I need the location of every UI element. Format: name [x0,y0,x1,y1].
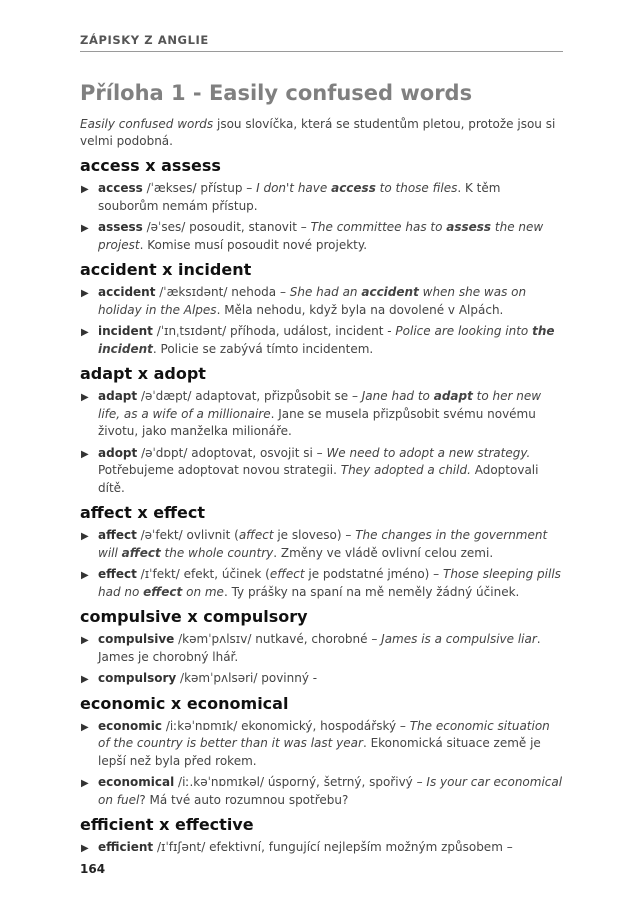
entry-meaning-end: je sloveso) – [273,528,356,542]
section-heading: access x assess [80,156,221,175]
entry-ipa: /əˈses/ [142,220,186,234]
entry-meaning: adoptovat, osvojit si – [187,445,327,460]
entry-ipa: /kəmˈpʌlsɪv/ [174,632,252,646]
entry-word: economical [98,775,175,789]
entry-meaning-italic: affect [238,528,274,542]
entry-meaning-italic: effect [269,567,305,581]
triangle-bullet-icon: ▶ [81,843,89,854]
entry-example-end: when she was on holiday in the Alpes [98,285,527,317]
section-heading: economic x economical [80,693,289,713]
entry-affect [80,527,563,562]
entry-word: economic [98,718,163,733]
section-accident-incident [80,260,563,358]
entry-meaning: úsporný, šetrný, spořivý – [264,775,427,789]
entry-translation: ? Má tvé auto rozumnou spotřebu? [139,792,349,807]
entry-keyword: accident [361,285,419,299]
entry-word: assess [98,220,143,234]
section-heading: affect x effect [80,503,205,522]
triangle-bullet-icon: ▶ [81,288,89,299]
triangle-bullet-icon: ▶ [81,392,89,403]
entry-example: Those sleeping pills had no [98,567,561,599]
entry-adapt [80,388,563,441]
entry-ipa: /ɪˈfɪʃənt/ [153,840,206,854]
intro-text: jsou slovíčka, která se studentům pletou, protože jsou si velmi podobná. [80,117,556,148]
entry-example-end: to those files [375,181,458,195]
entry-ipa: /kəmˈpʌlsəri/ [176,671,258,685]
entry-word: effect [98,567,137,581]
running-head: ZÁPISKY Z ANGLIE [80,33,209,47]
section-heading: efficient x effective [80,815,254,834]
triangle-bullet-icon: ▶ [81,635,89,646]
triangle-bullet-icon: ▶ [81,327,89,338]
entry-keyword: effect [143,584,183,599]
entry-translation: . K těm souborům nemám přístup. [98,181,501,213]
entry-translation: Potřebujeme adoptovat novou strategii. [98,463,341,477]
entry-word: compulsive [98,632,175,646]
section-access-assess [80,156,563,254]
entry-ipa: /iːkəˈnɒmɪk/ [162,718,238,733]
triangle-bullet-icon: ▶ [81,223,89,234]
entry-keyword: adapt [433,389,473,403]
entry-ipa: /əˈdæpt/ [137,389,192,403]
entry-example-end: the new projest [98,220,544,252]
entry-accident [80,284,563,319]
entry-effect [80,566,563,601]
section-compulsive-compulsory [80,607,563,688]
entry-translation: . Policie se zabývá tímto incidentem. [152,341,374,356]
entry-translation: . Jane se musela přizpůsobit svému novému životu, jako manželka milionáře. [98,406,536,438]
entry-economic [80,718,563,771]
triangle-bullet-icon: ▶ [81,448,89,460]
entry-example-end: to her new life, as a wife of a millionaire [98,389,542,421]
entry-example-end: the whole country [160,545,274,560]
entry-word: efficient [98,840,154,854]
entry-translation-second: Adoptovali dítě. [98,463,539,495]
entry-word: affect [98,528,137,542]
entry-example: Is your car economical on fuel [98,775,563,807]
entry-example: Police are looking into [395,324,533,338]
entry-assess [80,219,563,254]
entry-translation: . Ekonomická situace země je lepší než byla před rokem. [98,736,541,768]
section-heading: compulsive x compulsory [80,607,308,626]
header-rule [80,51,563,52]
entry-ipa: /iː.kəˈnɒmɪkəl/ [174,775,264,789]
intro-italic: Easily confused words [80,117,214,131]
entry-keyword: assess [446,220,492,234]
entry-example: We need to adopt a new strategy. [326,445,531,460]
entry-word: compulsory [98,671,177,685]
triangle-bullet-icon: ▶ [81,674,89,685]
entry-example: The changes in the government will [98,528,548,560]
page-number: 164 [80,862,106,876]
entry-economical [80,774,563,809]
entry-translation: . Komise musí posoudit nové projekty. [139,237,368,252]
entry-example: I don't have [256,181,332,195]
entry-meaning: efekt, účinek ( [179,567,270,581]
section-economic-economical [80,694,563,810]
triangle-bullet-icon: ▶ [81,721,89,733]
triangle-bullet-icon: ▶ [81,531,89,542]
entry-example: James is a compulsive liar [381,632,537,646]
entry-word: adopt [98,445,138,460]
entry-meaning: nutkavé, chorobné – [251,632,382,646]
entry-access [80,180,563,215]
page-title: Příloha 1 - Easily confused words [80,81,473,105]
entry-example: Jane had to [361,389,434,403]
entry-example: She had an [289,285,362,299]
entry-keyword: the incident [98,324,555,356]
triangle-bullet-icon: ▶ [81,570,89,581]
entry-example: The committee has to [310,220,447,234]
entry-word: access [98,181,143,195]
triangle-bullet-icon: ▶ [81,778,89,789]
entry-meaning: přístup – [196,181,257,195]
intro-paragraph [80,116,563,150]
section-affect-effect [80,503,563,601]
entry-translation: . Změny ve vládě ovlivní celou zemi. [273,545,494,560]
entry-compulsory [80,670,563,688]
entry-meaning: posoudit, stanovit – [185,220,311,234]
entry-word: adapt [98,389,138,403]
triangle-bullet-icon: ▶ [81,184,89,195]
entry-meaning: nehoda – [227,285,290,299]
section-efficient-effective [80,815,563,857]
entry-example-end: on me [182,584,224,599]
entry-word: incident [98,324,153,338]
entry-ipa: /ɪˈfekt/ [136,567,180,581]
entry-keyword: affect [121,545,161,560]
entry-meaning: efektivní, fungující nejlepším možným způsobem – [205,840,513,854]
entry-meaning: povinný - [257,671,318,685]
entry-keyword: access [331,181,376,195]
section-adapt-adopt [80,364,563,497]
entry-efficient [80,839,563,857]
page-content [80,80,563,861]
entry-example-second: They adopted a child. [340,463,471,477]
entry-meaning: ovlivnit ( [182,528,239,542]
entry-incident [80,323,563,358]
entry-meaning-end: je podstatné jméno) – [304,567,443,581]
entry-example: The economic situation of the country is better than it was last year [98,718,550,750]
entry-translation: . James je chorobný lhář. [98,632,541,664]
entry-meaning: ekonomický, hospodářský – [237,718,410,733]
section-heading: accident x incident [80,260,252,279]
entry-ipa: /ˈæksɪdənt/ [155,285,228,299]
entry-meaning: příhoda, událost, incident - [226,324,396,338]
entry-compulsive [80,631,563,666]
entry-adopt [80,445,563,498]
entry-word: accident [98,285,156,299]
entry-translation: . Ty prášky na spaní na mě neměly žádný účinek. [223,584,520,599]
entry-translation: . Měla nehodu, když byla na dovolené v Alpách. [216,302,504,317]
entry-ipa: /əˈdɒpt/ [137,445,188,460]
entry-ipa: /ˈɪnˌtsɪdənt/ [152,324,227,338]
entry-ipa: /ˈækses/ [142,181,197,195]
entry-ipa: /əˈfekt/ [136,528,183,542]
entry-meaning: adaptovat, přizpůsobit se – [191,389,362,403]
section-heading: adapt x adopt [80,364,206,383]
